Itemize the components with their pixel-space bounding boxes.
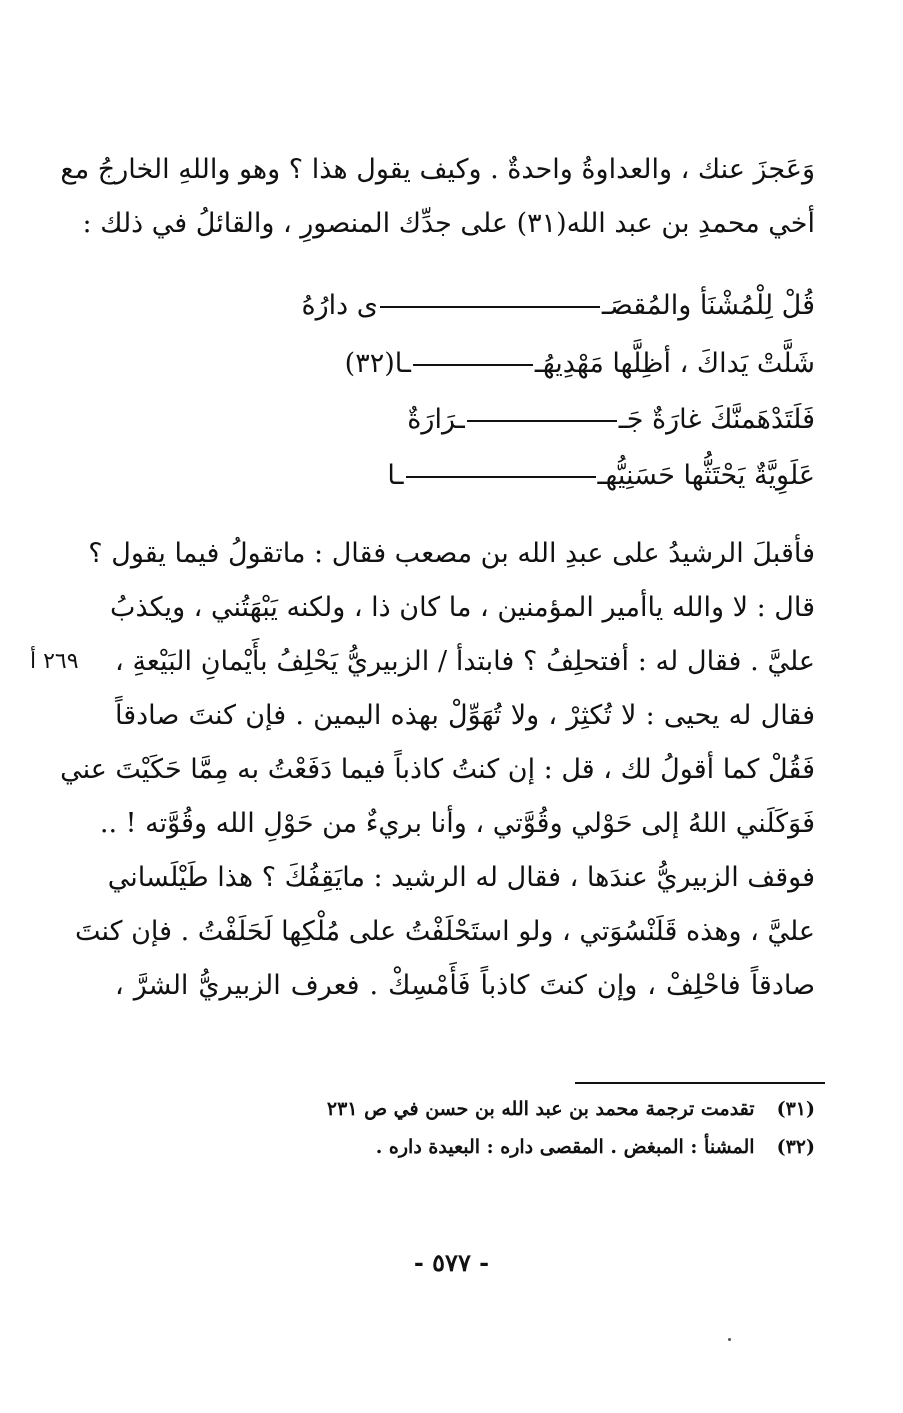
verse-stretch-line — [406, 476, 596, 478]
footnote-number: (٣٢) — [776, 1136, 815, 1158]
verse-line — [345, 342, 815, 386]
page-number: - ٥٧٧ - — [413, 1248, 490, 1277]
verse-tail: ـا — [387, 460, 404, 491]
footnote — [327, 1092, 815, 1126]
verse-text: شَلَّتْ يَداكَ ، أظِلَّها مَهْدِيهُـ — [534, 348, 815, 379]
verse-stretch-line — [467, 420, 617, 422]
verse-line — [407, 398, 815, 442]
verse-line — [387, 454, 815, 498]
body-line: عليَّ . فقال له : أفتحلِفُ ؟ فابتدأ / الزبيريُّ يَحْلِفُ بأَيْمانِ البَيْعةِ ، — [115, 646, 815, 677]
verse-text: قُلْ لِلْمُشْنَأ والمُقصَـ — [601, 290, 815, 321]
body-line: قال : لا والله ياأمير المؤمنين ، ما كان ذا ، ولكنه يَبْهَتُني ، ويكذبُ — [110, 592, 815, 623]
verse-tail: ـا(٣٢) — [344, 348, 411, 379]
verse-stretch-line — [380, 306, 600, 308]
body-line: فأقبلَ الرشيدُ على عبدِ الله بن مصعب فقال : ماتقولُ فيما يقول ؟ — [88, 538, 815, 569]
verse-text: فَلَتَدْهَمنَّكَ غارَةٌ جَـ — [618, 404, 815, 435]
body-line: وَعَجزَ عنك ، والعداوةُ واحدةٌ . وكيف يقول هذا ؟ وهو واللهِ الخارجُ مع — [60, 154, 815, 185]
verse-text: عَلَوِيَّةٌ يَحْتَثُّها حَسَنِيُّهـ — [597, 460, 815, 491]
body-line: عليَّ ، وهذه قَلَنْسُوَتي ، ولو استَحْلَفْتُ على مُلْكِها لَحَلَفْتُ . فإن كنتَ — [75, 916, 815, 947]
footnote-number: (٣١) — [776, 1098, 815, 1120]
verse-tail: ى دارُهُ — [301, 290, 378, 321]
body-line: أخي محمدِ بن عبد الله(٣١) على جدِّك المنصورِ ، والقائلُ في ذلك : — [82, 208, 815, 239]
body-line: فوقف الزبيريُّ عندَها ، فقال له الرشيد : مايَقِفُكَ ؟ هذا طَيْلَساني — [107, 862, 815, 893]
verse-line — [301, 284, 815, 328]
footnote-rule — [575, 1082, 825, 1084]
body-line: فقال له يحيى : لا تُكثِرْ ، ولا تُهَوِّلْ بهذه اليمين . فإن كنتَ صادقاً — [115, 700, 815, 731]
footnote-text: تقدمت ترجمة محمد بن عبد الله بن حسن في ص ٢٣١ — [326, 1098, 755, 1120]
margin-folio-note: ٢٦٩ أ — [30, 649, 79, 674]
verse-stretch-line — [413, 364, 533, 366]
footnote-text: المشنأ : المبغض . المقصى داره : البعيدة داره . — [375, 1136, 755, 1158]
body-line: فَوَكَلَني اللهُ إلى حَوْلي وقُوَّتي ، وأنا بريءٌ من حَوْلِ الله وقُوَّته ! .. — [99, 808, 815, 839]
scan-speck — [728, 1338, 731, 1341]
body-line: صادقاً فاحْلِفْ ، وإن كنتَ كاذباً فَأَمْسِكْ . فعرف الزبيريُّ الشرَّ ، — [115, 970, 815, 1001]
body-line: فَقُلْ كما أقولُ لك ، قل : إن كنتُ كاذباً فيما دَفَعْتُ به مِمَّا حَكَيْتَ عني — [60, 754, 815, 785]
verse-tail: ـرَارَةٌ — [407, 404, 465, 435]
footnote — [376, 1130, 815, 1164]
